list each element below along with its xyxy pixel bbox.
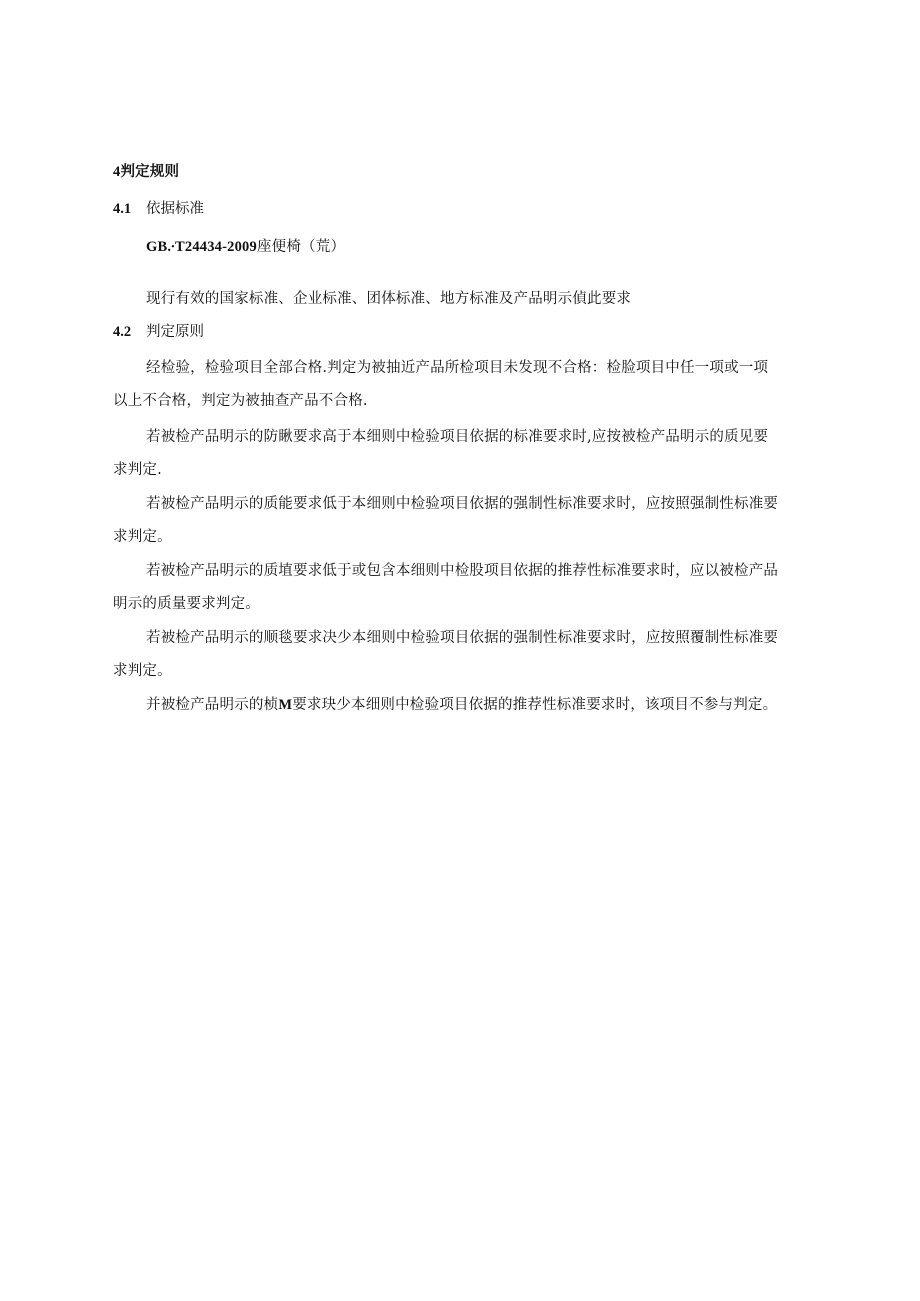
- standard-reference: [146, 237, 345, 257]
- standard-note: 现行有效的国家标准、企业标准、团体标准、地方标准及产品明示偵此要求: [146, 291, 632, 307]
- paragraph-1-line-2: 以上不合格，判定为被抽查产品不合格.: [113, 393, 368, 409]
- section-title: [113, 162, 179, 182]
- paragraph-5-line-2: 求判定。: [113, 663, 172, 679]
- paragraph-6-prefix: 并被检产品明示的桢: [146, 697, 279, 713]
- paragraph-4-line-1: 若被检产品明示的质埴要求低于或包含本细则中检股项目依据的推荐性标准要求时，应以被检产品: [146, 563, 779, 579]
- standard-name: 座便椅（荒）: [256, 239, 346, 255]
- subsection-4-2-number: 4.2: [113, 324, 132, 340]
- paragraph-5-line-1: 若被检产品明示的顺毯要求决少本细则中检验项目依据的强制性标准要求时，应按照覆制性标准要: [146, 630, 779, 646]
- subsection-4-1-number: 4.1: [113, 201, 132, 217]
- paragraph-3-line-2: 求判定。: [113, 529, 172, 545]
- paragraph-2-line-2: 求判定.: [113, 462, 162, 478]
- section-title-text: 4判定规则: [113, 164, 180, 180]
- paragraph-2-line-1: 若被检产品明示的防瞅要求高于本细则中检验项目依据的标准要求时,应按被检产品明示的质见要: [146, 429, 769, 445]
- paragraph-3-line-1: 若被检产品明示的质能要求低于本细则中检验项目依据的强制性标准要求时，应按照强制性标准要: [146, 496, 779, 512]
- paragraph-6-line-1: [146, 695, 777, 715]
- paragraph-1-line-1: 经检验，检验项目全部合格.判定为被抽近产品所检项目未发现不合格：检脸项目中任一项或一项: [146, 360, 769, 376]
- subsection-4-2-title: 判定原则: [146, 324, 204, 340]
- subsection-4-1-title: 依据标准: [146, 201, 204, 217]
- paragraph-6-bold: M: [278, 697, 293, 713]
- standard-code: GB.∙T24434-2009: [146, 239, 257, 255]
- paragraph-4-line-2: 明示的质量要求判定。: [113, 596, 260, 612]
- paragraph-6-suffix: 要求玦少本细则中检验项目依据的推荐性标准要求时，该项目不参与判定。: [292, 697, 778, 713]
